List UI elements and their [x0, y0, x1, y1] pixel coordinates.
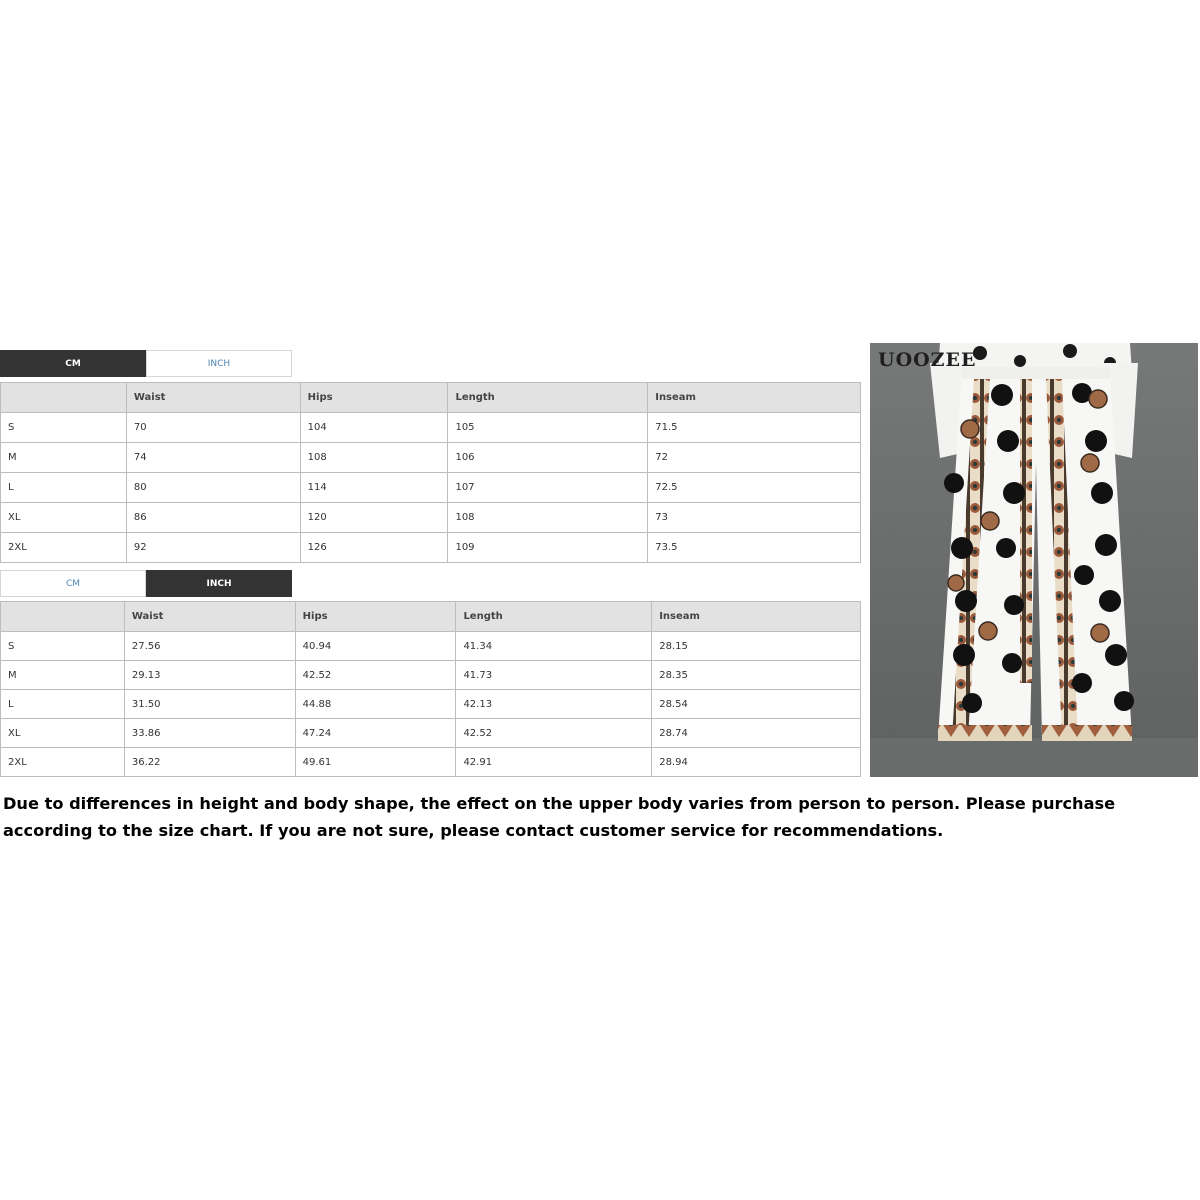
- cell-waist: 70: [126, 413, 300, 443]
- cell-inseam: 28.74: [652, 719, 861, 748]
- cell-length: 42.52: [456, 719, 652, 748]
- cell-inseam: 73: [648, 503, 861, 533]
- cell-inseam: 72: [648, 443, 861, 473]
- cell-hips: 114: [300, 473, 448, 503]
- cell-hips: 104: [300, 413, 448, 443]
- unit-tabs-cm-section: [0, 350, 292, 377]
- cell-waist: 33.86: [124, 719, 295, 748]
- cell-waist: 80: [126, 473, 300, 503]
- cell-inseam: 28.35: [652, 661, 861, 690]
- cell-inseam: 28.94: [652, 748, 861, 777]
- cell-length: 42.13: [456, 690, 652, 719]
- brand-watermark: UOOZEE: [878, 349, 977, 371]
- cell-length: 109: [448, 533, 648, 563]
- polka-dot-pants-illustration: [870, 343, 1198, 777]
- table-row: [1, 748, 861, 777]
- cell-hips: 126: [300, 533, 448, 563]
- cell-waist: 86: [126, 503, 300, 533]
- cell-inseam: 72.5: [648, 473, 861, 503]
- table-body: [1, 632, 861, 777]
- table-header-row: [1, 383, 861, 413]
- column-header: [1, 383, 127, 413]
- tab-inch[interactable]: INCH: [146, 570, 292, 597]
- cell-inseam: 28.15: [652, 632, 861, 661]
- product-photo: [870, 343, 1198, 777]
- table-row: [1, 503, 861, 533]
- cell-waist: 31.50: [124, 690, 295, 719]
- cell-hips: 120: [300, 503, 448, 533]
- table-row: [1, 719, 861, 748]
- cell-length: 41.73: [456, 661, 652, 690]
- table-row: [1, 632, 861, 661]
- cell-length: 105: [448, 413, 648, 443]
- tab-cm[interactable]: CM: [0, 570, 146, 597]
- cell-hips: 40.94: [295, 632, 456, 661]
- size-table-cm: [0, 382, 861, 563]
- cell-size: S: [1, 413, 127, 443]
- table-header-row: [1, 602, 861, 632]
- column-header: [1, 602, 125, 632]
- cell-waist: 36.22: [124, 748, 295, 777]
- cell-hips: 47.24: [295, 719, 456, 748]
- column-header-length: Length: [456, 602, 652, 632]
- cell-length: 41.34: [456, 632, 652, 661]
- cell-size: 2XL: [1, 748, 125, 777]
- cell-hips: 49.61: [295, 748, 456, 777]
- cell-waist: 74: [126, 443, 300, 473]
- cell-size: 2XL: [1, 533, 127, 563]
- column-header-waist: Waist: [124, 602, 295, 632]
- cell-hips: 44.88: [295, 690, 456, 719]
- cell-length: 42.91: [456, 748, 652, 777]
- unit-tabs-inch-section: [0, 570, 292, 597]
- table-row: [1, 533, 861, 563]
- tab-inch[interactable]: INCH: [146, 350, 292, 377]
- column-header-hips: Hips: [295, 602, 456, 632]
- cell-length: 106: [448, 443, 648, 473]
- tab-cm[interactable]: CM: [0, 350, 146, 377]
- cell-waist: 29.13: [124, 661, 295, 690]
- cell-size: L: [1, 690, 125, 719]
- cell-length: 108: [448, 503, 648, 533]
- table-row: [1, 473, 861, 503]
- cell-size: M: [1, 443, 127, 473]
- cell-size: XL: [1, 503, 127, 533]
- cell-size: L: [1, 473, 127, 503]
- table-row: [1, 661, 861, 690]
- cell-inseam: 28.54: [652, 690, 861, 719]
- column-header-length: Length: [448, 383, 648, 413]
- cell-size: M: [1, 661, 125, 690]
- size-disclaimer-note: Due to differences in height and body shape, the effect on the upper body varies from person to person. Please purchase according to the size chart. If you are not sure, please contact customer service for recommendations.: [3, 794, 1116, 840]
- table-body: [1, 413, 861, 563]
- cell-size: XL: [1, 719, 125, 748]
- column-header-hips: Hips: [300, 383, 448, 413]
- table-row: [1, 443, 861, 473]
- cell-inseam: 71.5: [648, 413, 861, 443]
- column-header-inseam: Inseam: [648, 383, 861, 413]
- column-header-inseam: Inseam: [652, 602, 861, 632]
- size-table-inch: [0, 601, 861, 777]
- table-row: [1, 690, 861, 719]
- cell-hips: 42.52: [295, 661, 456, 690]
- cell-waist: 27.56: [124, 632, 295, 661]
- cell-waist: 92: [126, 533, 300, 563]
- cell-size: S: [1, 632, 125, 661]
- table-row: [1, 413, 861, 443]
- column-header-waist: Waist: [126, 383, 300, 413]
- cell-length: 107: [448, 473, 648, 503]
- cell-hips: 108: [300, 443, 448, 473]
- cell-inseam: 73.5: [648, 533, 861, 563]
